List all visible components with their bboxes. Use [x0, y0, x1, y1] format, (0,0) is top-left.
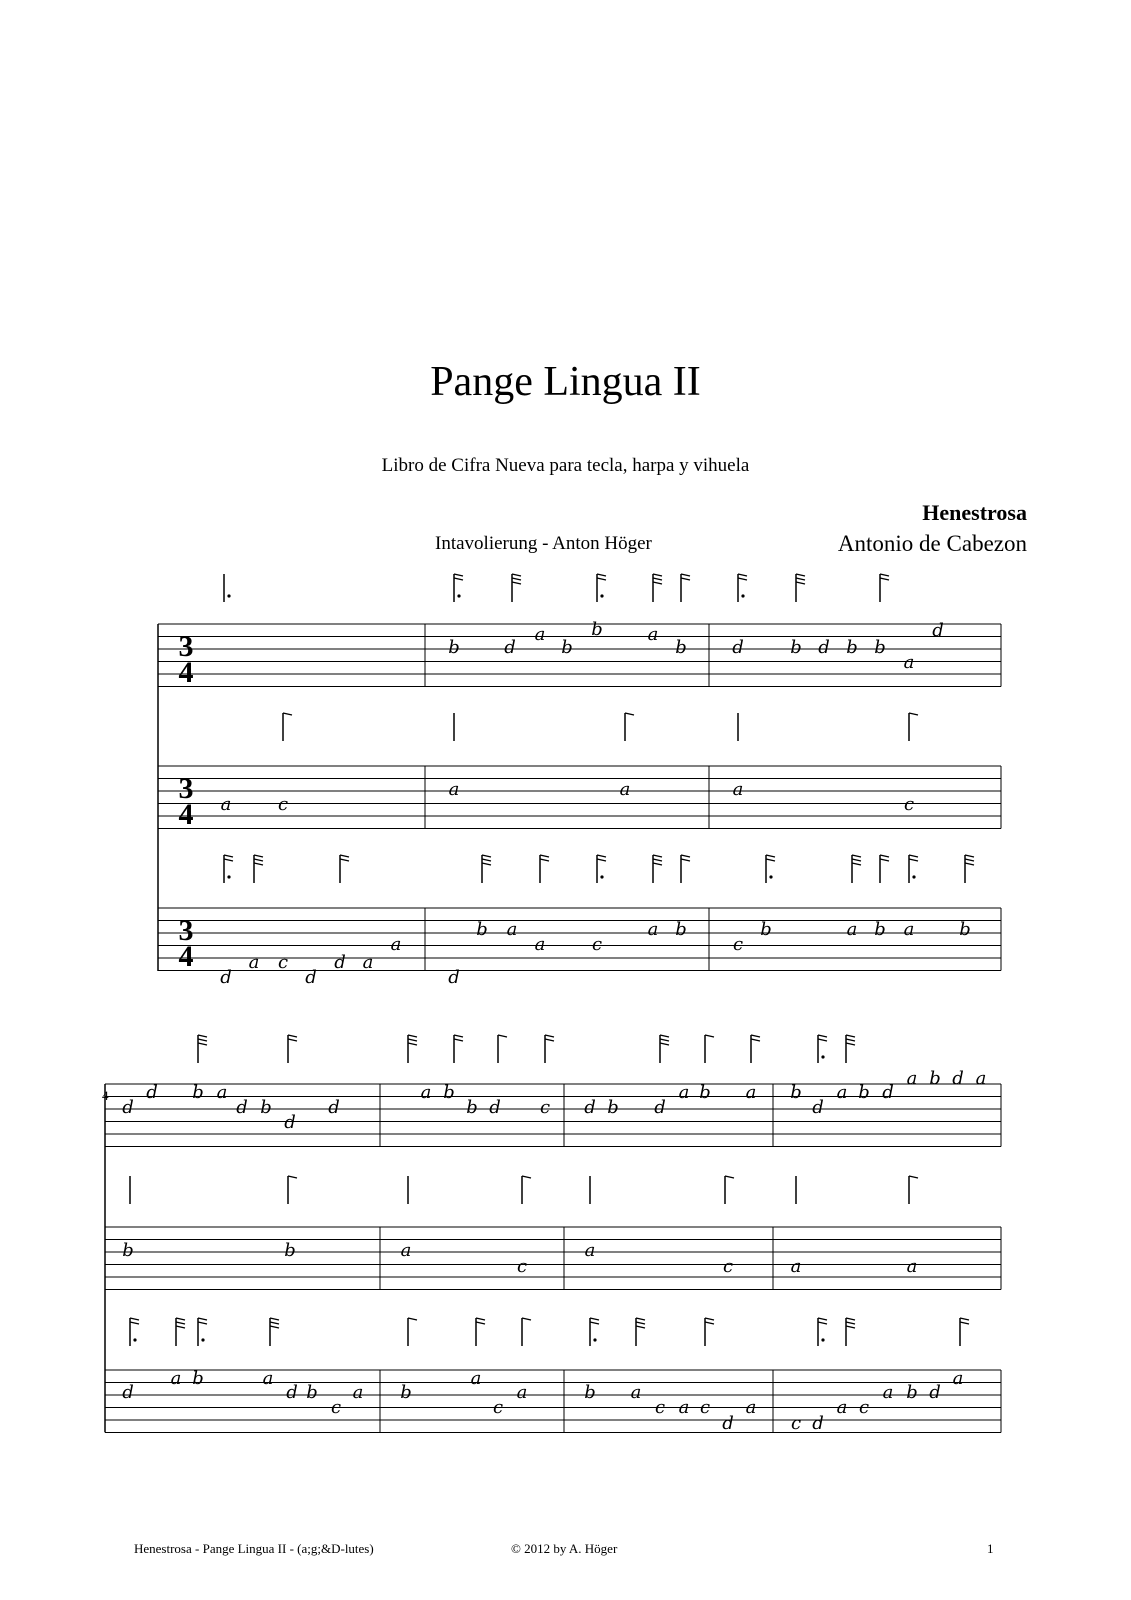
tab-letter: a: [534, 624, 546, 645]
tab-letter: a: [678, 1082, 690, 1103]
rhythm-flag: [852, 855, 861, 883]
rhythm-flag: [288, 1176, 297, 1204]
tab-letter: d: [812, 1413, 824, 1434]
rhythm-flag: [198, 1035, 207, 1063]
tab-letter: b: [561, 637, 573, 658]
tab-letter: b: [448, 637, 460, 658]
tab-letter: b: [400, 1382, 412, 1403]
tab-letter: c: [492, 1397, 504, 1418]
rhythm-flag: [283, 713, 292, 741]
tab-letter: c: [654, 1397, 666, 1418]
rhythm-flag: [880, 855, 889, 883]
tab-letter: d: [812, 1097, 824, 1118]
tab-letter: d: [334, 952, 346, 973]
rhythm-flag: [751, 1035, 760, 1063]
rhythm-flag: [653, 574, 662, 602]
tab-letter: c: [277, 952, 289, 973]
tab-letter: a: [836, 1082, 848, 1103]
rhythm-flag: [681, 855, 690, 883]
tab-letter: c: [539, 1097, 551, 1118]
time-signature-denominator: 4: [178, 940, 194, 973]
tab-letter: b: [591, 619, 603, 640]
tab-letter: b: [122, 1240, 134, 1261]
tab-letter: a: [516, 1382, 528, 1403]
time-signature-numerator: 3: [178, 772, 194, 805]
tab-letter: b: [675, 637, 687, 658]
footer-title: Henestrosa - Pange Lingua II - (a;g;&D-lutes): [134, 1541, 374, 1556]
tab-letter: c: [330, 1397, 342, 1418]
tab-letter: a: [170, 1368, 182, 1389]
rhythm-flag: [522, 1318, 531, 1346]
tab-letter: a: [882, 1382, 894, 1403]
tab-letter: d: [220, 967, 232, 988]
tab-letter: b: [874, 919, 886, 940]
tab-letter: b: [906, 1382, 918, 1403]
tab-letter: a: [220, 794, 232, 815]
tab-letter: d: [932, 620, 944, 641]
tab-letter: a: [400, 1240, 412, 1261]
tab-letter: d: [722, 1413, 734, 1434]
tab-letter: d: [654, 1097, 666, 1118]
tab-letter: a: [836, 1397, 848, 1418]
tab-letter: a: [390, 934, 402, 955]
rhythm-flag: [653, 855, 662, 883]
tab-letter: b: [699, 1082, 711, 1103]
tab-letter: a: [216, 1082, 228, 1103]
tab-letter: a: [745, 1082, 757, 1103]
rhythm-flag: [705, 1318, 714, 1346]
rhythm-flag: [198, 1318, 207, 1346]
tab-letter: b: [607, 1097, 619, 1118]
rhythm-flag: [476, 1318, 485, 1346]
rhythm-flag: [880, 574, 889, 602]
tab-letter: c: [516, 1256, 528, 1277]
tab-letter: a: [647, 624, 659, 645]
tab-letter: c: [858, 1397, 870, 1418]
tab-letter: a: [903, 919, 915, 940]
rhythm-flag: [909, 855, 918, 883]
tab-letter: b: [192, 1368, 204, 1389]
tab-letter: d: [305, 967, 317, 988]
tab-letter: a: [470, 1368, 482, 1389]
tab-letter: a: [584, 1240, 596, 1261]
rhythm-flag: [818, 1318, 827, 1346]
rhythm-flag: [738, 574, 747, 602]
tab-letter: d: [584, 1097, 596, 1118]
rhythm-flag: [909, 1176, 918, 1204]
tab-letter: a: [745, 1397, 757, 1418]
rhythm-flag: [636, 1318, 645, 1346]
tab-letter: a: [534, 934, 546, 955]
tab-letter: d: [448, 967, 460, 988]
tab-letter: d: [284, 1112, 296, 1133]
tab-letter: a: [906, 1256, 918, 1277]
tab-letter: b: [760, 919, 772, 940]
tab-letter: d: [882, 1082, 894, 1103]
tab-letter: a: [362, 952, 374, 973]
tab-letter: c: [722, 1256, 734, 1277]
tab-letter: d: [818, 637, 830, 658]
time-signature-denominator: 4: [178, 656, 194, 689]
rhythm-flag: [224, 855, 233, 883]
tab-letter: c: [699, 1397, 711, 1418]
tab-letter: b: [675, 919, 687, 940]
page-number: 1: [987, 1541, 994, 1556]
tab-letter: a: [732, 779, 744, 800]
rhythm-flag: [625, 713, 634, 741]
rhythm-flag: [512, 574, 521, 602]
tab-letter: b: [959, 919, 971, 940]
tab-letter: b: [476, 919, 488, 940]
tab-letter: a: [420, 1082, 432, 1103]
rhythm-flag: [224, 574, 231, 602]
tab-letter: b: [306, 1382, 318, 1403]
tab-letter: b: [260, 1097, 272, 1118]
rhythm-flag: [454, 1035, 463, 1063]
rhythm-flag: [545, 1035, 554, 1063]
footer-copyright: © 2012 by A. Höger: [511, 1541, 618, 1556]
tab-letter: d: [122, 1382, 134, 1403]
rhythm-flag: [130, 1318, 139, 1346]
tab-letter: b: [790, 637, 802, 658]
tab-letter: b: [466, 1097, 478, 1118]
tab-letter: a: [903, 652, 915, 673]
tab-letter: b: [284, 1240, 296, 1261]
tab-letter: a: [952, 1368, 964, 1389]
arranger-credit: Intavolierung - Anton Höger: [435, 533, 652, 554]
tab-letter: c: [591, 934, 603, 955]
tab-letter: d: [504, 637, 516, 658]
tab-letter: d: [732, 637, 744, 658]
rhythm-flag: [818, 1035, 827, 1063]
rhythm-flag: [909, 713, 918, 741]
tab-letter: a: [352, 1382, 364, 1403]
tab-letter: b: [929, 1068, 941, 1089]
rhythm-flag: [254, 855, 263, 883]
tab-letter: a: [647, 919, 659, 940]
rhythm-flag: [270, 1318, 279, 1346]
tab-letter: d: [328, 1097, 340, 1118]
rhythm-flag: [540, 855, 549, 883]
tab-letter: d: [122, 1097, 134, 1118]
tab-letter: a: [630, 1382, 642, 1403]
rhythm-flag: [340, 855, 349, 883]
rhythm-flag: [288, 1035, 297, 1063]
measure-number: 4: [102, 1088, 109, 1103]
rhythm-flag: [766, 855, 775, 883]
rhythm-flag: [705, 1035, 714, 1063]
rhythm-flag: [408, 1035, 417, 1063]
tab-letter: b: [192, 1082, 204, 1103]
rhythm-flag: [590, 1318, 599, 1346]
source-author: Henestrosa: [922, 500, 1027, 525]
tab-letter: b: [874, 637, 886, 658]
tab-letter: a: [790, 1256, 802, 1277]
tab-letter: b: [584, 1382, 596, 1403]
tab-letter: d: [952, 1068, 964, 1089]
rhythm-flag: [597, 574, 606, 602]
rhythm-flag: [597, 855, 606, 883]
page-title: Pange Lingua II: [430, 359, 701, 405]
tab-letter: d: [489, 1097, 501, 1118]
rhythm-flag: [454, 574, 463, 602]
time-signature-numerator: 3: [178, 914, 194, 947]
tab-letter: c: [732, 934, 744, 955]
tab-letter: d: [146, 1082, 158, 1103]
tab-letter: a: [846, 919, 858, 940]
tab-letter: b: [846, 637, 858, 658]
time-signature-denominator: 4: [178, 798, 194, 831]
tab-letter: d: [286, 1382, 298, 1403]
tab-letter: d: [929, 1382, 941, 1403]
rhythm-flag: [846, 1318, 855, 1346]
rhythm-flag: [498, 1035, 507, 1063]
tab-letter: b: [443, 1082, 455, 1103]
page-subtitle: Libro de Cifra Nueva para tecla, harpa y vihuela: [381, 455, 750, 476]
time-signature-numerator: 3: [178, 630, 194, 663]
tab-letter: a: [975, 1068, 987, 1089]
tab-letter: a: [506, 919, 518, 940]
tab-letter: c: [277, 794, 289, 815]
rhythm-flag: [660, 1035, 669, 1063]
rhythm-flag: [522, 1176, 531, 1204]
rhythm-flag: [846, 1035, 855, 1063]
tab-letter: a: [248, 952, 260, 973]
rhythm-flag: [796, 574, 805, 602]
tab-letter: a: [619, 779, 631, 800]
rhythm-flag: [482, 855, 491, 883]
tab-letter: c: [903, 794, 915, 815]
rhythm-flag: [176, 1318, 185, 1346]
tab-letter: a: [678, 1397, 690, 1418]
tab-letter: c: [790, 1413, 802, 1434]
tab-letter: a: [262, 1368, 274, 1389]
tab-letter: b: [858, 1082, 870, 1103]
tab-letter: a: [448, 779, 460, 800]
rhythm-flag: [960, 1318, 969, 1346]
rhythm-flag: [965, 855, 974, 883]
tab-letter: b: [790, 1082, 802, 1103]
composer-credit: Antonio de Cabezon: [837, 531, 1027, 556]
rhythm-flag: [681, 574, 690, 602]
rhythm-flag: [408, 1318, 417, 1346]
tab-letter: d: [236, 1097, 248, 1118]
tab-letter: a: [906, 1068, 918, 1089]
rhythm-flag: [725, 1176, 734, 1204]
